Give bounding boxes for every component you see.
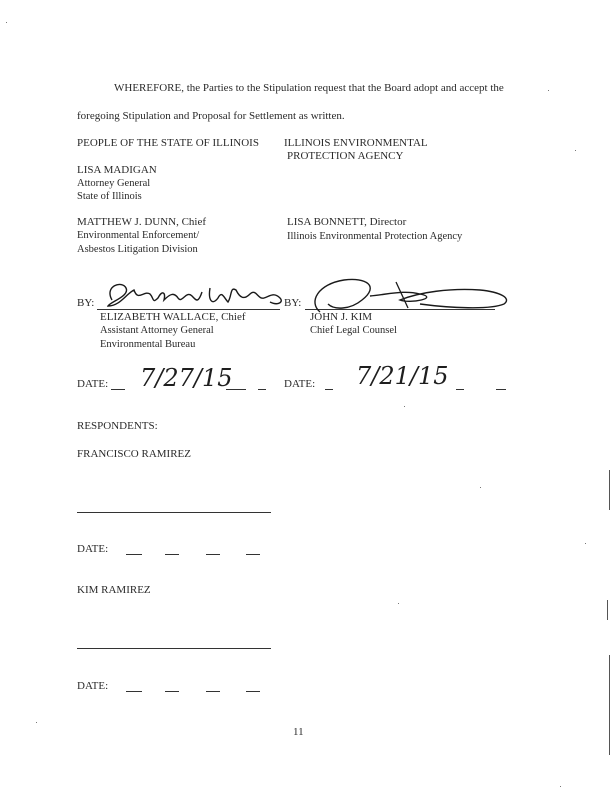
scan-speck bbox=[480, 487, 481, 488]
right-date-handwritten: 7/21/15 bbox=[356, 362, 449, 390]
enforcement-chief-title: Environmental Enforcement/ bbox=[77, 230, 200, 241]
respondents-heading: RESPONDENTS: bbox=[77, 420, 158, 432]
scan-speck bbox=[575, 150, 576, 151]
respondent-2-date-label: DATE: bbox=[77, 680, 109, 692]
page-number: 11 bbox=[293, 726, 304, 738]
paragraph-line-1: WHEREFORE, the Parties to the Stipulation request that the Board adopt and accept the bbox=[114, 82, 504, 94]
agency-director-name: LISA BONNETT, Director bbox=[287, 216, 407, 228]
attorney-general-name: LISA MADIGAN bbox=[77, 164, 157, 176]
scan-speck bbox=[36, 722, 37, 723]
kim-signature bbox=[300, 274, 515, 316]
scan-edge-mark bbox=[609, 655, 610, 755]
left-party-heading: PEOPLE OF THE STATE OF ILLINOIS bbox=[77, 137, 259, 149]
date-blank-segment bbox=[126, 554, 142, 555]
kim-title: Chief Legal Counsel bbox=[310, 325, 397, 336]
agency-director-org: Illinois Environmental Protection Agency bbox=[287, 231, 463, 242]
right-party-heading-line-1: ILLINOIS ENVIRONMENTAL bbox=[284, 137, 428, 149]
respondent-1-date-label: DATE: bbox=[77, 543, 109, 555]
date-blank-segment bbox=[165, 691, 179, 692]
kim-name: JOHN J. KIM bbox=[310, 311, 373, 323]
date-blank-segment bbox=[126, 691, 142, 692]
respondent-1-signature-line bbox=[77, 512, 271, 513]
wallace-signature bbox=[100, 276, 290, 316]
respondent-1-name: FRANCISCO RAMIREZ bbox=[77, 448, 191, 460]
attorney-general-title: Attorney General bbox=[77, 178, 151, 189]
date-blank-segment bbox=[206, 554, 220, 555]
date-blank-segment bbox=[496, 389, 506, 390]
scan-speck bbox=[548, 90, 549, 91]
respondent-2-signature-line bbox=[77, 648, 271, 649]
right-date-label: DATE: bbox=[284, 378, 316, 390]
date-blank-segment bbox=[246, 554, 260, 555]
scan-speck bbox=[6, 22, 7, 23]
scan-speck bbox=[398, 603, 399, 604]
date-blank-segment bbox=[111, 389, 125, 390]
respondent-2-name: KIM RAMIREZ bbox=[77, 584, 151, 596]
scan-speck bbox=[560, 786, 561, 787]
scan-speck bbox=[404, 406, 405, 407]
wallace-org: Environmental Bureau bbox=[100, 339, 196, 350]
scan-edge-mark bbox=[609, 470, 610, 510]
wallace-title: Assistant Attorney General bbox=[100, 325, 214, 336]
enforcement-chief-name: MATTHEW J. DUNN, Chief bbox=[77, 216, 207, 228]
date-blank-segment bbox=[325, 389, 333, 390]
scan-edge-mark bbox=[607, 600, 608, 620]
wallace-name: ELIZABETH WALLACE, Chief bbox=[100, 311, 246, 323]
left-date-label: DATE: bbox=[77, 378, 109, 390]
date-blank-segment bbox=[165, 554, 179, 555]
date-blank-segment bbox=[226, 389, 246, 390]
date-blank-segment bbox=[206, 691, 220, 692]
left-by-label: BY: bbox=[77, 297, 95, 309]
date-blank-segment bbox=[246, 691, 260, 692]
attorney-general-org: State of Illinois bbox=[77, 191, 142, 202]
scan-speck bbox=[585, 543, 586, 544]
date-blank-segment bbox=[456, 389, 464, 390]
left-date-handwritten: 7/27/15 bbox=[140, 364, 233, 392]
enforcement-chief-division: Asbestos Litigation Division bbox=[77, 244, 198, 255]
paragraph-line-2: foregoing Stipulation and Proposal for Settlement as written. bbox=[77, 110, 345, 122]
right-by-label: BY: bbox=[284, 297, 302, 309]
date-blank-segment bbox=[258, 389, 266, 390]
right-party-heading-line-2: PROTECTION AGENCY bbox=[287, 150, 404, 162]
